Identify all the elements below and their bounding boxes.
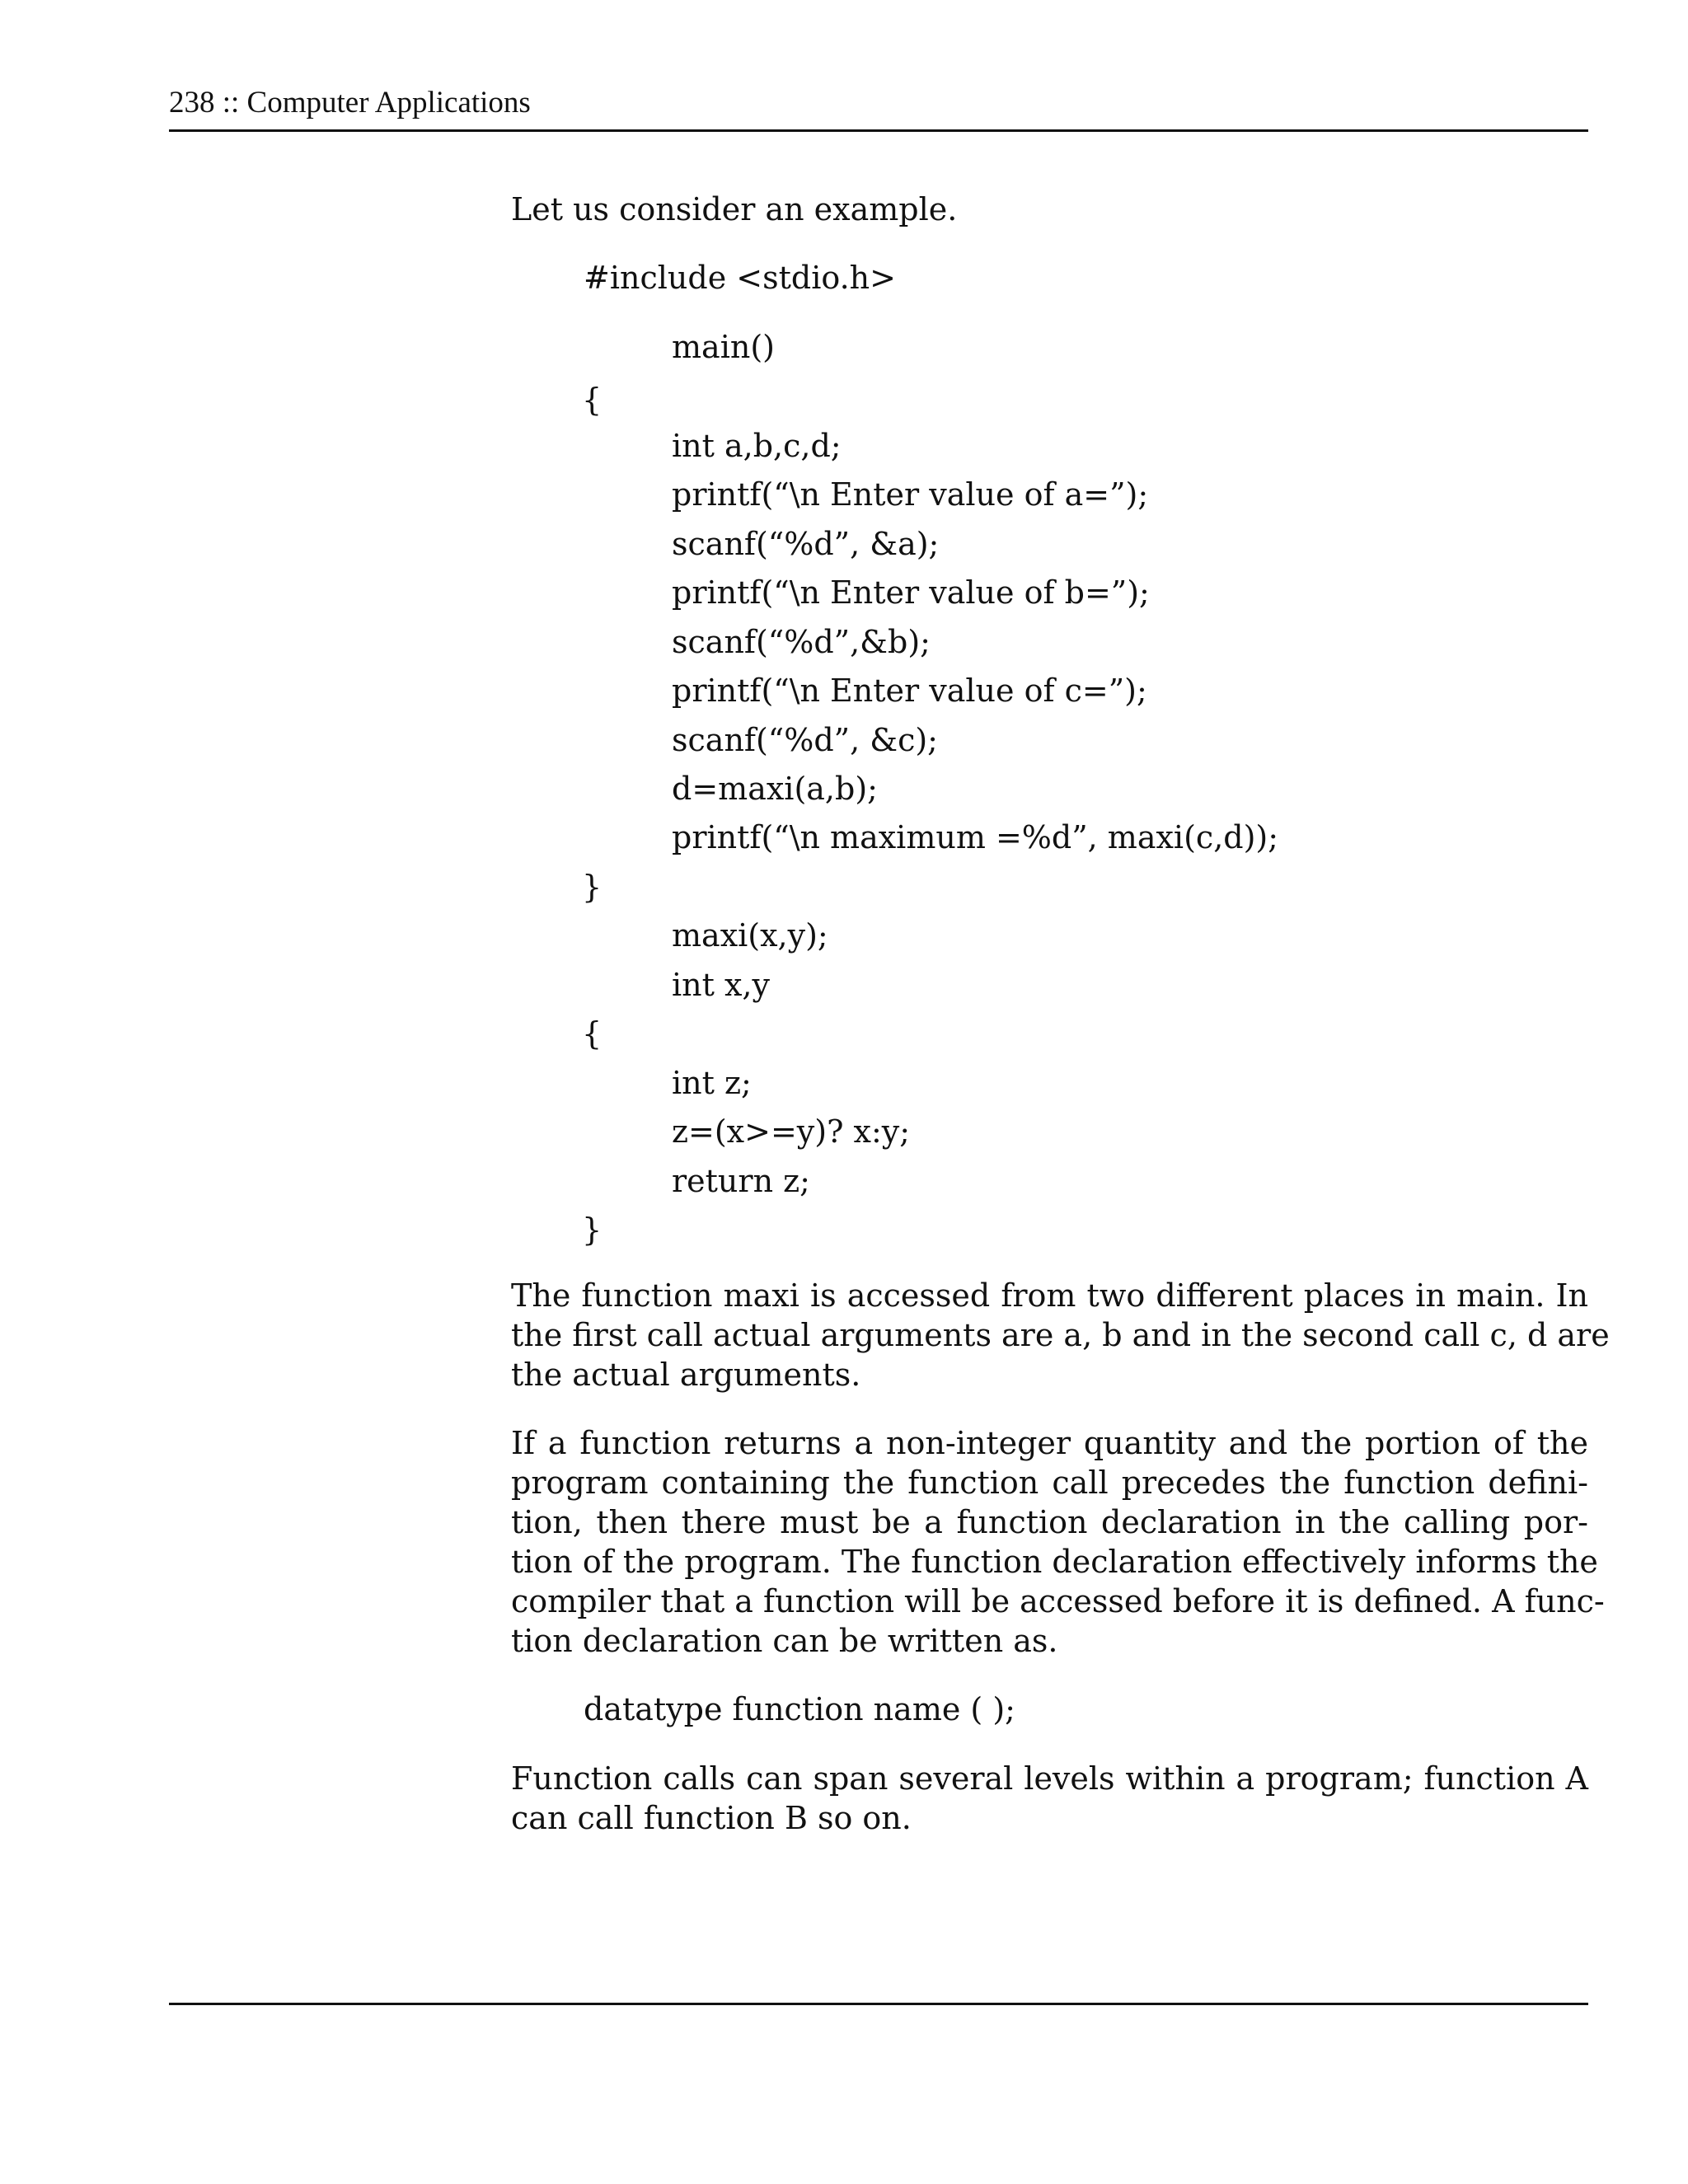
code-line: scanf(“%d”,&b);: [672, 624, 931, 660]
intro-text: Let us consider an example.: [511, 191, 958, 227]
paragraph-line: The function maxi is accessed from two different places in main. In: [511, 1277, 1588, 1314]
paragraph-function-declaration: [511, 1423, 1605, 1661]
code-line: {: [582, 382, 603, 418]
paragraph-call-levels: [511, 1759, 1588, 1838]
code-line: }: [582, 869, 603, 905]
paragraph-line: Function calls can span several levels within a program; function A: [511, 1760, 1588, 1797]
paragraph-line: If a function returns a non-integer quantity and the portion of the: [511, 1425, 1588, 1461]
code-line: int z;: [672, 1065, 752, 1101]
code-line: printf(“\n Enter value of c=”);: [672, 673, 1147, 709]
code-line: printf(“\n Enter value of a=”);: [672, 476, 1149, 513]
paragraph-line: can call function B so on.: [511, 1800, 912, 1836]
code-line: scanf(“%d”, &c);: [672, 722, 938, 758]
paragraph-line: the first call actual arguments are a, b and in the second call c, d are: [511, 1317, 1610, 1353]
code-line: printf(“\n Enter value of b=”);: [672, 574, 1150, 611]
code-line: #include <stdio.h>: [584, 260, 896, 296]
header-rule: [169, 129, 1588, 132]
paragraph-line: program containing the function call precedes the function defini-: [511, 1465, 1588, 1501]
declaration-syntax: datatype function name ( );: [584, 1691, 1015, 1727]
code-line: }: [582, 1212, 603, 1248]
code-line: {: [582, 1015, 603, 1052]
paragraph-line: the actual arguments.: [511, 1357, 861, 1393]
paragraph-line: tion declaration can be written as.: [511, 1623, 1058, 1659]
paragraph-line: tion of the program. The function declaration effectively informs the: [511, 1544, 1598, 1580]
code-line: z=(x>=y)? x:y;: [672, 1113, 911, 1150]
paragraph-maxi-calls: [511, 1276, 1610, 1394]
code-line: int x,y: [672, 967, 770, 1003]
code-line: return z;: [672, 1163, 810, 1199]
code-line: d=maxi(a,b);: [672, 771, 878, 807]
running-head: 238 :: Computer Applications: [169, 86, 531, 120]
footer-rule: [169, 2003, 1588, 2005]
paragraph-line: compiler that a function will be accessed before it is defined. A func-: [511, 1583, 1605, 1619]
code-line: main(): [672, 329, 775, 365]
code-line: maxi(x,y);: [672, 917, 828, 954]
code-line: scanf(“%d”, &a);: [672, 526, 940, 562]
code-line: printf(“\n maximum =%d”, maxi(c,d));: [672, 819, 1279, 855]
paragraph-line: tion, then there must be a function declaration in the calling por-: [511, 1504, 1588, 1540]
code-line: int a,b,c,d;: [672, 428, 842, 464]
